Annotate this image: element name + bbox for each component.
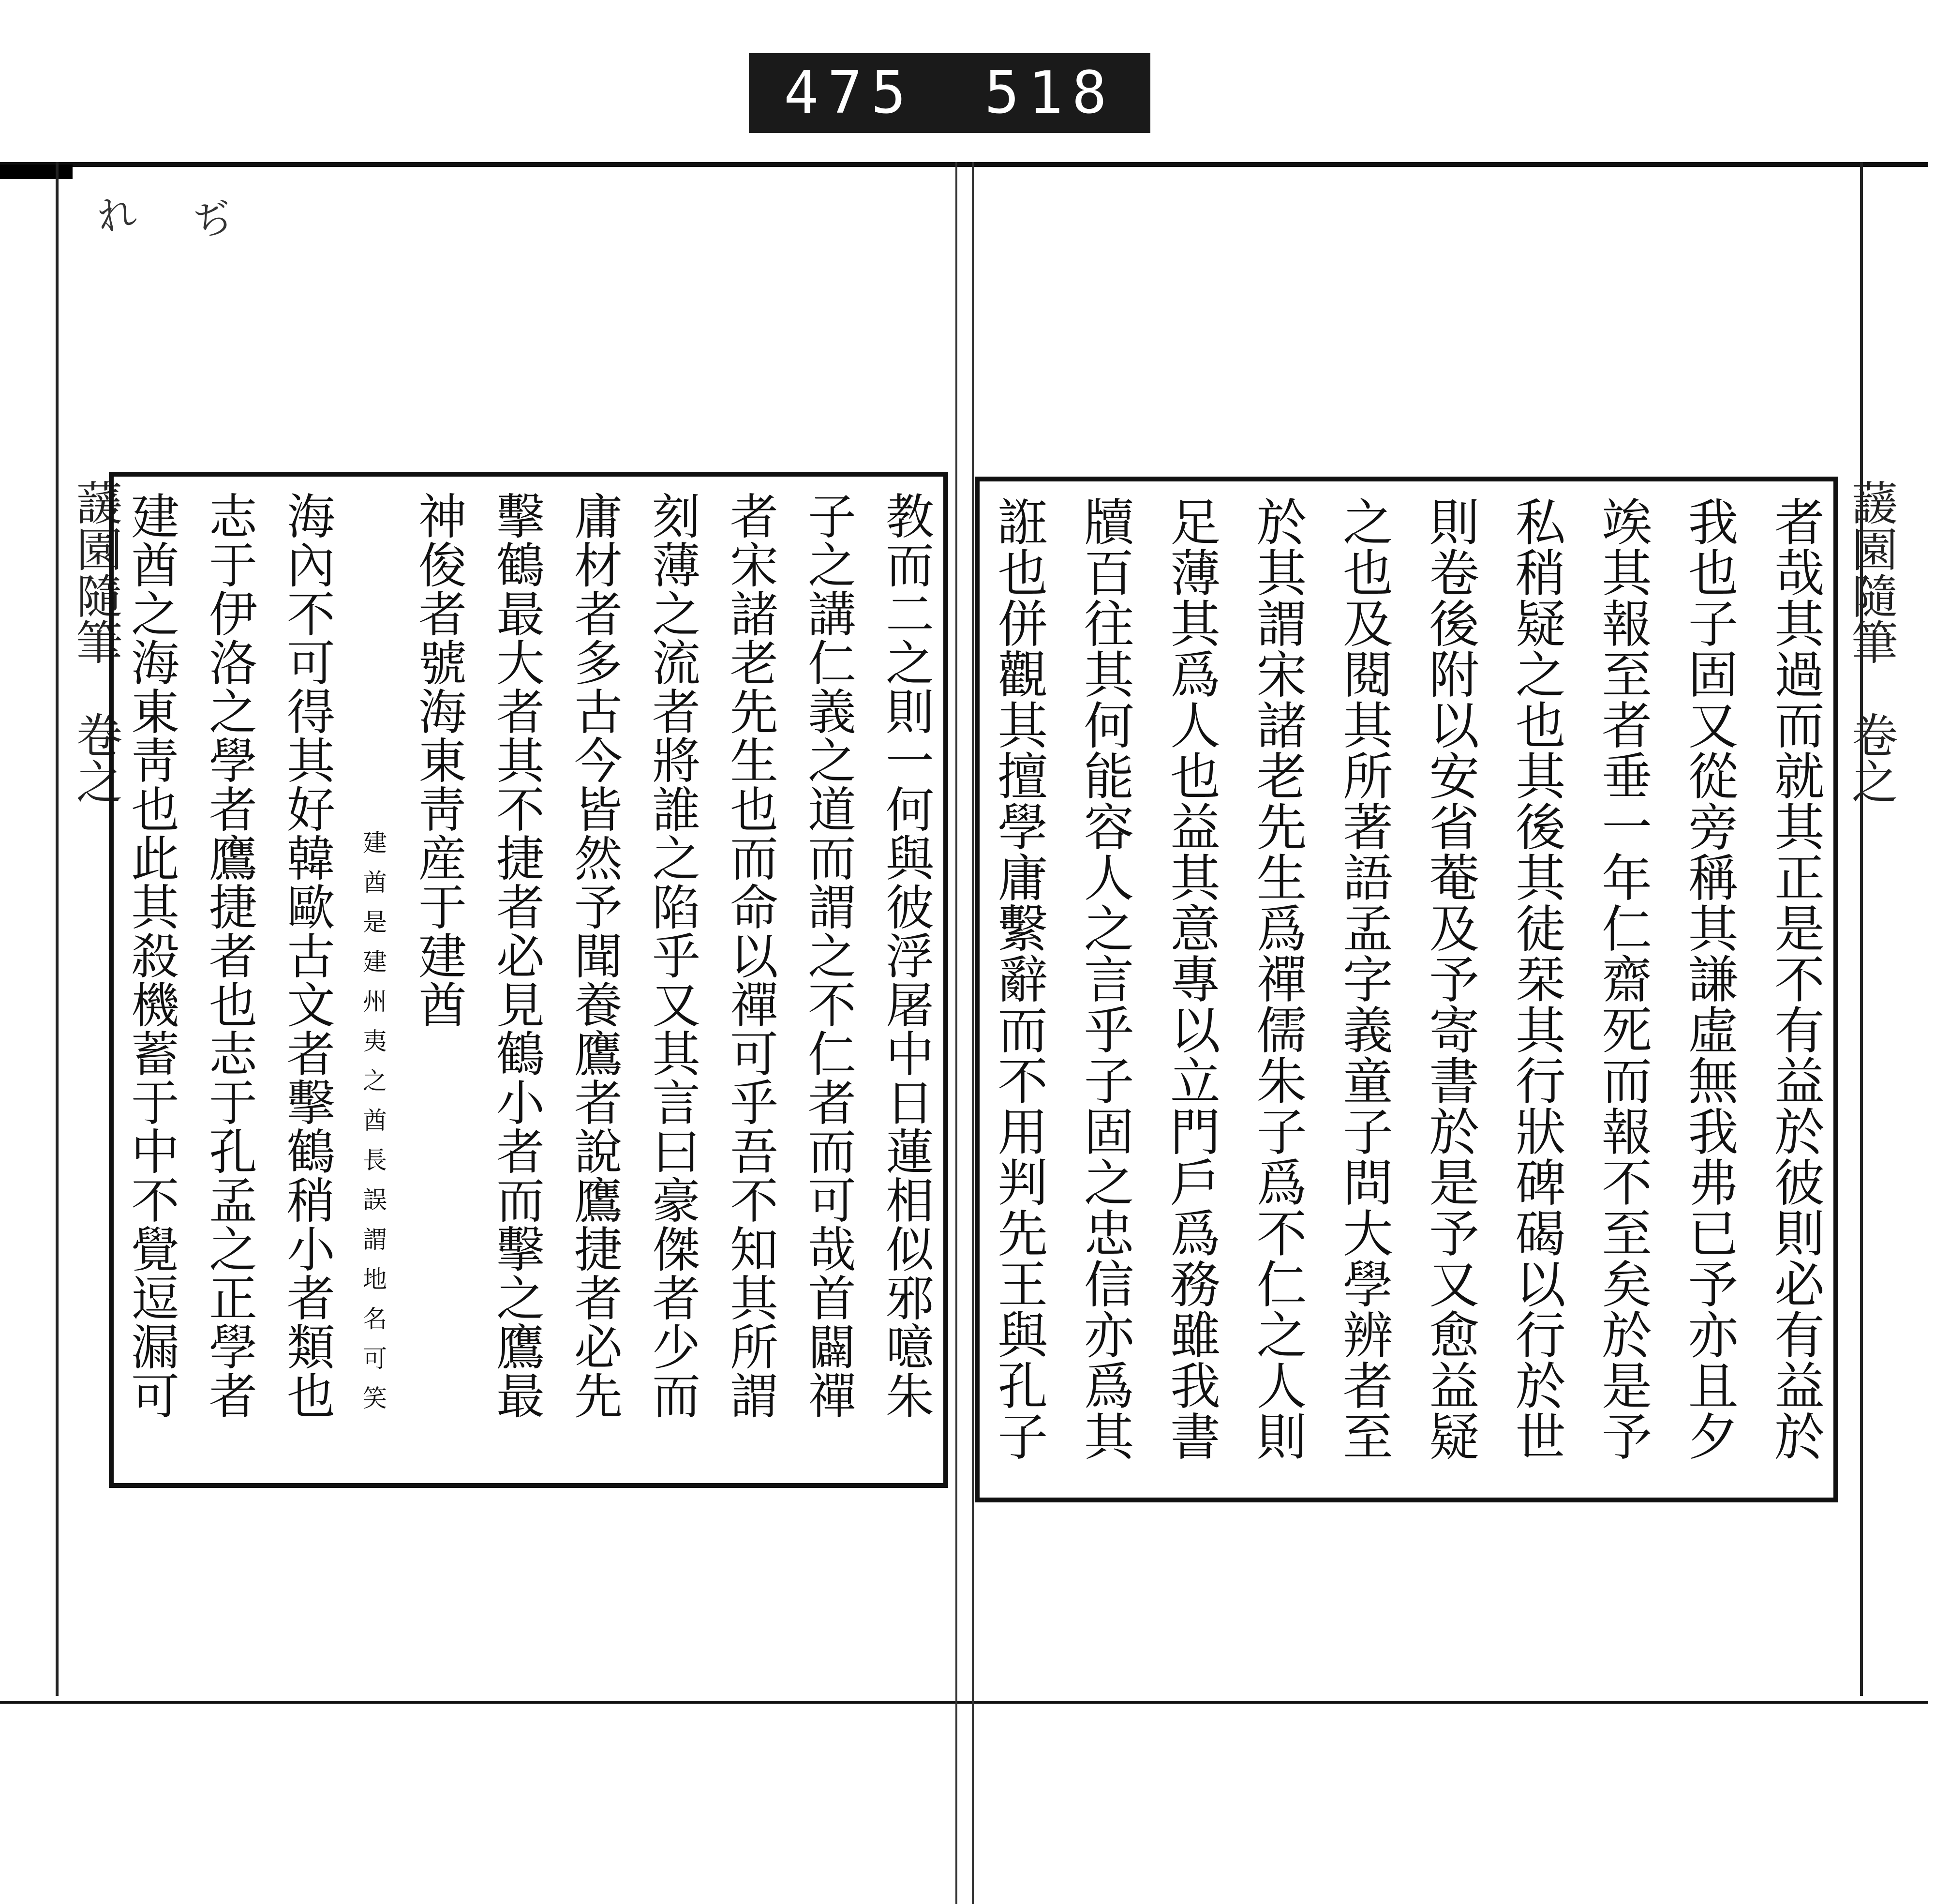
text-column: 竢其報至者垂一年仁齋死而報不至矣於是予 xyxy=(1593,496,1652,1461)
text-column: 於其謂宋諸老先生爲禪儒朱子爲不仁之人則 xyxy=(1248,496,1307,1461)
archive-label-number-a: 475 xyxy=(784,60,915,127)
center-gutter xyxy=(955,162,974,1904)
text-column: 刻薄之流者將誰之陷乎又其言曰豪傑者少而 xyxy=(644,491,700,1420)
text-column: 教而二之則一何與彼浮屠中日蓮相似邪噫朱 xyxy=(878,491,934,1420)
text-column: 誑也併觀其擅學庸繫辭而不用判先王與孔子 xyxy=(989,496,1048,1461)
text-column: 足薄其爲人也益其意專以立門戶爲務雖我書 xyxy=(1161,496,1221,1461)
right-spine xyxy=(1860,162,1863,1696)
text-column: 牘百往其何能容人之言乎子固之忠信亦爲其 xyxy=(1075,496,1134,1461)
right-page-tab: 蘐園隨筆 卷之 xyxy=(1844,479,1898,804)
text-column: 海內不可得其好韓歐古文者擊鶴稍小者類也 xyxy=(279,491,335,1420)
interlinear-note: 建酋是建州夷之酋長誤謂地名可笑 xyxy=(359,830,387,1425)
left-spine xyxy=(56,162,59,1696)
text-column: 神俊者號海東靑産于建酋 xyxy=(410,491,467,1029)
text-column: 私稍疑之也其後其徒栞其行狀碑碣以行於世 xyxy=(1506,496,1566,1461)
text-column: 者宋諸老先生也而命以禪可乎吾不知其所謂 xyxy=(722,491,778,1420)
right-page-columns xyxy=(989,496,1825,1483)
margin-mark-1: れ xyxy=(93,189,140,241)
text-column: 庸材者多古今皆然予聞養鷹者說鷹捷者必先 xyxy=(566,491,623,1420)
binding-edge xyxy=(0,165,73,179)
text-column: 則卷後附以安省菴及予寄書於是予又愈益疑 xyxy=(1420,496,1480,1461)
text-column: 之也及閱其所著語孟字義童子問大學辨者至 xyxy=(1334,496,1393,1461)
left-page-tab: 蘐園隨筆 卷之 xyxy=(69,479,123,804)
text-column: 子之講仁義之道而謂之不仁者而可哉首闢禪 xyxy=(800,491,856,1420)
right-page-text-block xyxy=(975,477,1838,1502)
text-column: 志于伊洛之學者鷹捷者也志于孔孟之正學者 xyxy=(201,491,257,1420)
text-column: 我也子固又從旁稱其謙虛無我弗已予亦且夕 xyxy=(1679,496,1739,1461)
margin-mark-2: ぢ xyxy=(190,194,237,246)
text-column: 擊鶴最大者其不捷者必見鶴小者而擊之鷹最 xyxy=(488,491,545,1420)
left-page-columns xyxy=(123,491,934,1469)
text-column: 者哉其過而就其正是不有益於彼則必有益於 xyxy=(1765,496,1825,1461)
archive-label-number-b: 518 xyxy=(984,60,1116,127)
left-page-text-block xyxy=(109,472,948,1488)
text-column: 建酋之海東靑也此其殺機蓄于中不覺逗漏可 xyxy=(123,491,179,1420)
archive-label xyxy=(749,53,1150,133)
